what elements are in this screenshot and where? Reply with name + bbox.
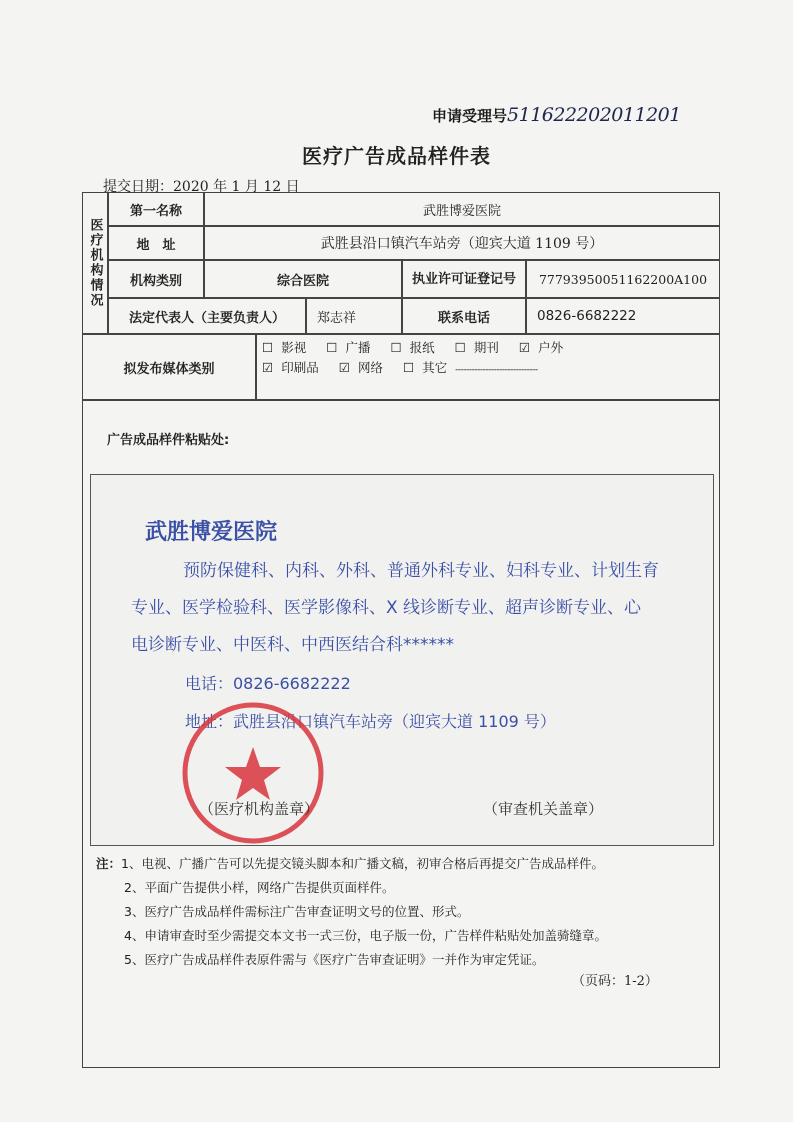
- media-option-print[interactable]: ☑ 印刷品: [262, 360, 319, 375]
- rep-label-cell: [108, 298, 306, 334]
- media-option-outdoor[interactable]: ☑ 户外: [518, 340, 564, 355]
- media-options-row1: [262, 338, 579, 358]
- checkbox-empty-icon[interactable]: ☐: [262, 340, 274, 355]
- seal-org-label: （医疗机构盖章）: [199, 800, 320, 818]
- page-title: 医疗广告成品样件表: [302, 144, 491, 168]
- checkbox-empty-icon[interactable]: ☐: [402, 360, 415, 375]
- address-label-cell: [108, 226, 204, 260]
- name-value: 武胜博爱医院: [422, 203, 501, 219]
- name-label: 第一名称: [129, 203, 182, 219]
- license-value: 77793950051162200A100: [538, 271, 708, 287]
- name-label-cell: [108, 192, 204, 226]
- media-option-radio[interactable]: ☐ 广播: [326, 340, 371, 355]
- address-label: 地 址: [136, 237, 176, 253]
- media-option-journal[interactable]: ☐ 期刊: [454, 340, 499, 355]
- note-item: 5、医疗广告成品样件表原件需与《医疗广告审查证明》一并作为审定凭证。: [124, 952, 545, 967]
- application-number: [432, 104, 681, 126]
- media-options: [262, 338, 579, 380]
- checkbox-checked-icon[interactable]: ☑: [518, 340, 531, 355]
- phone-value: 0826-6682222: [537, 308, 637, 324]
- phone-value-cell: [526, 298, 720, 334]
- checkbox-empty-icon[interactable]: ☐: [390, 340, 402, 355]
- note-item: 4、申请审查时至少需提交本文书一式三份，电子版一份，广告样件粘贴处加盖骑缝章。: [124, 928, 607, 943]
- sample-hospital-name: 武胜博爱医院: [145, 520, 278, 545]
- license-label-cell: [402, 260, 526, 298]
- note-item: 3、医疗广告成品样件需标注广告审查证明文号的位置、形式。: [124, 904, 470, 919]
- sample-desc-line: 预防保健科、内科、外科、普通外科专业、妇科专业、计划生育: [183, 561, 659, 581]
- media-label-cell: [82, 334, 256, 400]
- sample-description: [131, 553, 671, 664]
- category-label-cell: [108, 260, 204, 298]
- category-value: 综合医院: [276, 273, 329, 289]
- submit-date: 提交日期：2020 年 1 月 12 日: [103, 179, 300, 195]
- category-label: 机构类别: [129, 273, 182, 289]
- note-item: 2、平面广告提供小样，网络广告提供页面样件。: [124, 880, 395, 895]
- rep-value: 郑志祥: [317, 310, 357, 326]
- checkbox-empty-icon[interactable]: ☐: [454, 340, 466, 355]
- checkbox-checked-icon[interactable]: ☑: [338, 360, 350, 375]
- notes: [96, 852, 607, 972]
- phone-label-cell: [402, 298, 526, 334]
- org-section-cell: [82, 192, 108, 334]
- checkbox-empty-icon[interactable]: ☐: [326, 340, 338, 355]
- sample-desc-line: 专业、医学检验科、医学影像科、X 线诊断专业、超声诊断专业、心: [131, 598, 642, 618]
- note-item: 1、电视、广播广告可以先提交镜头脚本和广播文稿，初审合格后再提交广告成品样件。: [121, 856, 604, 871]
- official-seal-icon: [179, 699, 327, 847]
- sample-address: 地址：武胜县沿口镇汽车站旁（迎宾大道 1109 号）: [185, 712, 556, 731]
- seal-review-label: （审查机关盖章）: [483, 800, 604, 818]
- application-number-label: 申请受理号: [432, 107, 508, 125]
- checkbox-checked-icon[interactable]: ☑: [262, 360, 274, 375]
- org-section-label: 医疗机构情况: [87, 218, 103, 308]
- media-option-internet[interactable]: ☑ 网络: [338, 360, 383, 375]
- media-option-other[interactable]: ☐ 其它: [402, 360, 448, 375]
- category-value-cell: [204, 260, 402, 298]
- rep-value-cell: [306, 298, 402, 334]
- media-other-line: ------------------------------: [455, 365, 538, 375]
- license-value-cell: [526, 260, 720, 298]
- license-label: 执业许可证登记号: [411, 271, 516, 287]
- ad-sample: [90, 474, 714, 846]
- application-number-value: 511622202011201: [507, 104, 681, 126]
- media-options-row2: [262, 358, 579, 380]
- rep-label: 法定代表人（主要负责人）: [128, 310, 285, 326]
- sample-phone: 电话：0826-6682222: [185, 674, 351, 693]
- name-value-cell: [204, 192, 720, 226]
- media-option-film[interactable]: ☐ 影视: [262, 340, 307, 355]
- media-label: 拟发布媒体类别: [123, 361, 215, 377]
- page-code: （页码：1-2）: [572, 974, 658, 989]
- notes-prefix: 注：: [96, 856, 122, 871]
- address-value: 武胜县沿口镇汽车站旁（迎宾大道 1109 号）: [320, 236, 604, 252]
- paste-label: 广告成品样件粘贴处:: [107, 433, 230, 448]
- media-option-newspaper[interactable]: ☐ 报纸: [390, 340, 435, 355]
- address-value-cell: [204, 226, 720, 260]
- phone-label: 联系电话: [437, 310, 490, 326]
- sample-desc-line: 电诊断专业、中医科、中西医结合科******: [131, 635, 454, 655]
